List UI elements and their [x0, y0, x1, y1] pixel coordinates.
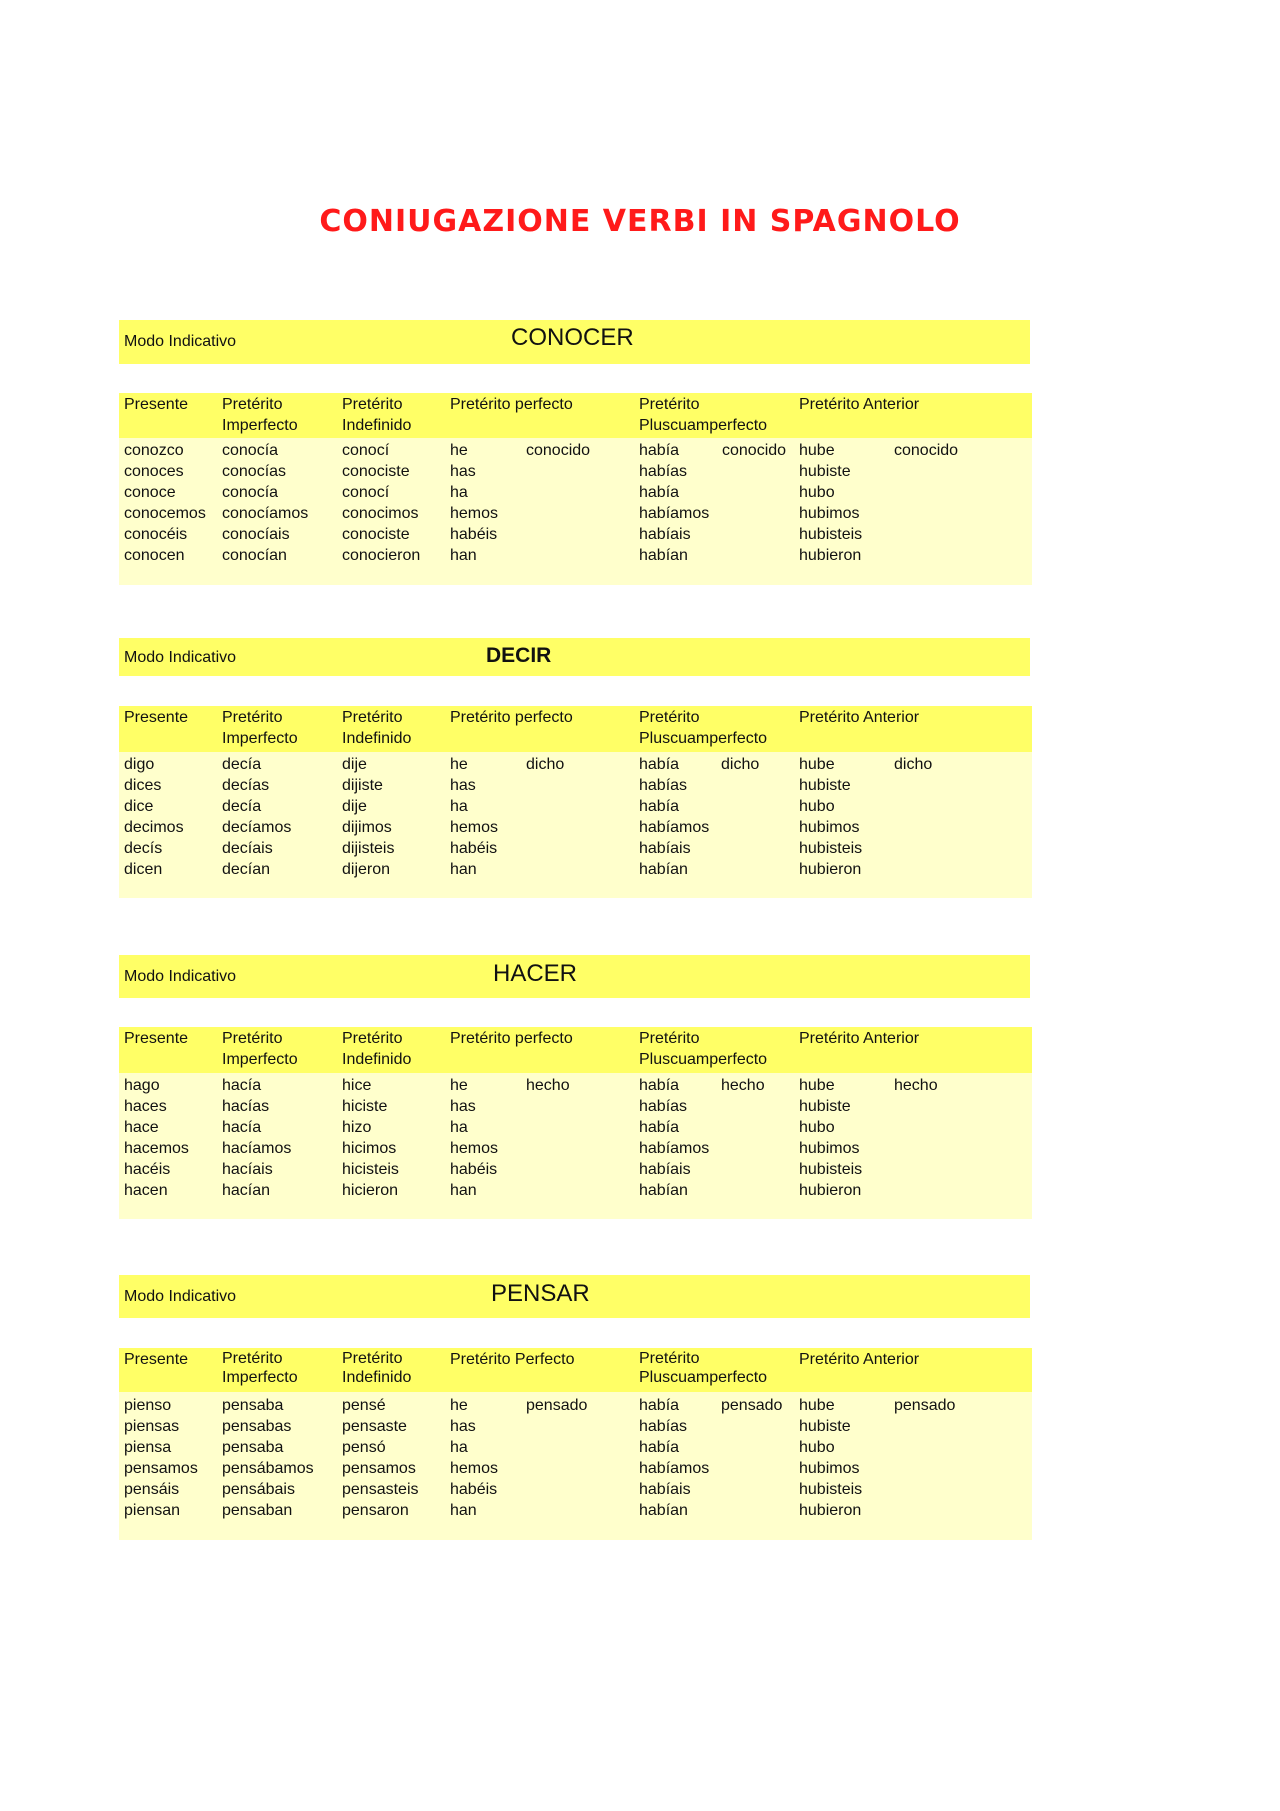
- header-perfecto: Pretérito perfecto: [450, 1030, 573, 1047]
- cell: había: [639, 1439, 680, 1456]
- cell: había: [639, 1077, 680, 1094]
- cell: conocieron: [342, 547, 421, 564]
- table-header: [119, 1027, 1032, 1073]
- verb-block-hacer: [119, 955, 1032, 1199]
- header-presente: Presente: [124, 396, 189, 413]
- cell: ha: [450, 1439, 468, 1456]
- header-line: Pluscuamperfecto: [639, 1051, 768, 1068]
- header-pluscuamperfecto: [639, 394, 767, 436]
- cell: habíamos: [639, 819, 710, 836]
- cell: dijimos: [342, 819, 392, 836]
- cell: habías: [639, 777, 688, 794]
- cell: hubiste: [799, 777, 851, 794]
- header-line: Pluscuamperfecto: [639, 1369, 768, 1386]
- cell: hubiste: [799, 1418, 851, 1435]
- cell: hiciste: [342, 1098, 388, 1115]
- cell: habíamos: [639, 1140, 710, 1157]
- mode-label: Modo Indicativo: [124, 649, 237, 666]
- cell: hizo: [342, 1119, 372, 1136]
- header-line: Imperfecto: [222, 730, 298, 747]
- header-indefinido: [342, 1349, 411, 1387]
- header-pluscuamperfecto: [639, 1349, 767, 1387]
- cell: hube: [799, 756, 835, 773]
- cell: conociste: [342, 463, 410, 480]
- cell: digo: [124, 756, 155, 773]
- table-header: [119, 706, 1032, 752]
- cell: hicisteis: [342, 1161, 399, 1178]
- cell: pensamos: [124, 1460, 198, 1477]
- cell: pensasteis: [342, 1481, 419, 1498]
- cell: hubimos: [799, 819, 860, 836]
- header-indefinido: [342, 1028, 411, 1070]
- cell: decíamos: [222, 819, 292, 836]
- cell: decía: [222, 756, 262, 773]
- cell: conocía: [222, 442, 279, 459]
- cell: hacen: [124, 1182, 168, 1199]
- cell: conocéis: [124, 526, 188, 543]
- cell: conozco: [124, 442, 184, 459]
- column-imperfecto: [222, 754, 291, 880]
- cell: hemos: [450, 505, 499, 522]
- header-line: Pretérito: [342, 396, 403, 413]
- cell: decimos: [124, 819, 184, 836]
- cell: hubisteis: [799, 1161, 863, 1178]
- cell: había: [639, 1397, 680, 1414]
- header-line: Pretérito: [639, 396, 700, 413]
- cell: piensas: [124, 1418, 180, 1435]
- cell: habéis: [450, 1161, 498, 1178]
- cell: conocen: [124, 547, 185, 564]
- participle: pensado: [526, 1397, 588, 1414]
- header-imperfecto: [222, 707, 298, 749]
- cell: había: [639, 1119, 680, 1136]
- cell: dijisteis: [342, 840, 395, 857]
- verb-header-band: [119, 320, 1030, 364]
- conjugation-table: [119, 1027, 1032, 1219]
- participle: conocido: [722, 442, 787, 459]
- column-perfecto: [450, 1075, 498, 1201]
- header-presente: Presente: [124, 709, 189, 726]
- cell: decís: [124, 840, 163, 857]
- column-pluscuamperfecto: [639, 754, 709, 880]
- cell: hago: [124, 1077, 160, 1094]
- column-presente: [124, 440, 206, 566]
- cell: pensaba: [222, 1397, 284, 1414]
- column-imperfecto: [222, 440, 308, 566]
- header-imperfecto: [222, 394, 298, 436]
- column-imperfecto: [222, 1395, 314, 1521]
- header-imperfecto: [222, 1028, 298, 1070]
- cell: hubisteis: [799, 1481, 863, 1498]
- verb-name: CONOCER: [511, 324, 634, 351]
- table-header: [119, 1348, 1032, 1392]
- cell: piensan: [124, 1502, 181, 1519]
- column-indefinido: [342, 1395, 419, 1521]
- cell: hubieron: [799, 1182, 862, 1199]
- cell: pensábais: [222, 1481, 295, 1498]
- cell: hace: [124, 1119, 159, 1136]
- header-imperfecto: [222, 1349, 298, 1387]
- cell: hacía: [222, 1077, 262, 1094]
- cell: conocí: [342, 442, 390, 459]
- header-line: Pretérito: [342, 1350, 403, 1367]
- verb-block-conocer: [119, 320, 1032, 564]
- conjugation-table: [119, 706, 1032, 898]
- header-line: Indefinido: [342, 730, 412, 747]
- cell: pensáis: [124, 1481, 180, 1498]
- cell: conocemos: [124, 505, 206, 522]
- cell: han: [450, 1182, 477, 1199]
- cell: hube: [799, 442, 835, 459]
- cell: han: [450, 1502, 477, 1519]
- cell: hube: [799, 1077, 835, 1094]
- cell: hacéis: [124, 1161, 171, 1178]
- cell: habíamos: [639, 1460, 710, 1477]
- cell: has: [450, 1098, 476, 1115]
- cell: ha: [450, 1119, 468, 1136]
- cell: hubimos: [799, 1460, 860, 1477]
- cell: hubisteis: [799, 840, 863, 857]
- table-header: [119, 393, 1032, 438]
- cell: habías: [639, 463, 688, 480]
- participle: conocido: [526, 442, 591, 459]
- cell: habían: [639, 1502, 688, 1519]
- cell: dijiste: [342, 777, 383, 794]
- cell: hubieron: [799, 1502, 862, 1519]
- cell: habían: [639, 861, 688, 878]
- header-pluscuamperfecto: [639, 1028, 767, 1070]
- column-presente: [124, 1395, 198, 1521]
- cell: pensaban: [222, 1502, 293, 1519]
- header-line: Pluscuamperfecto: [639, 417, 768, 434]
- header-anterior: Pretérito Anterior: [799, 1351, 920, 1368]
- cell: hicieron: [342, 1182, 399, 1199]
- header-indefinido: [342, 707, 411, 749]
- cell: había: [639, 442, 680, 459]
- cell: pensábamos: [222, 1460, 314, 1477]
- cell: conocí: [342, 484, 390, 501]
- table-body: [119, 752, 1032, 898]
- header-line: Imperfecto: [222, 1369, 298, 1386]
- cell: hacía: [222, 1119, 262, 1136]
- cell: habías: [639, 1098, 688, 1115]
- header-line: Pretérito: [342, 1030, 403, 1047]
- cell: pienso: [124, 1397, 172, 1414]
- verb-name: HACER: [493, 960, 578, 987]
- cell: hubiste: [799, 463, 851, 480]
- cell: habíais: [639, 1481, 691, 1498]
- cell: había: [639, 484, 680, 501]
- participle: hecho: [894, 1077, 938, 1094]
- header-anterior: Pretérito Anterior: [799, 1030, 920, 1047]
- cell: hube: [799, 1397, 835, 1414]
- cell: hubiste: [799, 1098, 851, 1115]
- cell: pensaba: [222, 1439, 284, 1456]
- cell: habíais: [639, 1161, 691, 1178]
- header-line: Pretérito: [639, 1030, 700, 1047]
- cell: había: [639, 798, 680, 815]
- cell: hemos: [450, 819, 499, 836]
- cell: hacías: [222, 1098, 270, 1115]
- verb-name: PENSAR: [491, 1280, 590, 1307]
- cell: hubo: [799, 484, 835, 501]
- cell: conocían: [222, 547, 287, 564]
- cell: habíais: [639, 840, 691, 857]
- verb-name: DECIR: [486, 644, 552, 667]
- header-line: Pluscuamperfecto: [639, 730, 768, 747]
- cell: conocíamos: [222, 505, 309, 522]
- cell: dijeron: [342, 861, 391, 878]
- column-anterior: [799, 1395, 862, 1521]
- participle: hecho: [721, 1077, 765, 1094]
- cell: conoces: [124, 463, 184, 480]
- cell: hubimos: [799, 505, 860, 522]
- header-perfecto: Pretérito perfecto: [450, 396, 573, 413]
- table-body: [119, 1073, 1032, 1219]
- verb-block-pensar: [119, 1275, 1032, 1519]
- column-perfecto: [450, 754, 498, 880]
- column-pluscuamperfecto: [639, 1395, 709, 1521]
- participle: dicho: [721, 756, 760, 773]
- header-line: Indefinido: [342, 1051, 412, 1068]
- header-line: Pretérito: [342, 709, 403, 726]
- cell: decían: [222, 861, 271, 878]
- header-perfecto: Pretérito Perfecto: [450, 1351, 575, 1368]
- cell: pensamos: [342, 1460, 416, 1477]
- header-line: Pretérito: [222, 709, 283, 726]
- cell: hacíais: [222, 1161, 273, 1178]
- mode-label: Modo Indicativo: [124, 333, 237, 350]
- cell: habéis: [450, 526, 498, 543]
- cell: hemos: [450, 1140, 499, 1157]
- mode-label: Modo Indicativo: [124, 968, 237, 985]
- cell: hacían: [222, 1182, 271, 1199]
- header-indefinido: [342, 394, 411, 436]
- cell: dices: [124, 777, 162, 794]
- cell: dije: [342, 798, 367, 815]
- cell: pensaste: [342, 1418, 407, 1435]
- column-pluscuamperfecto: [639, 440, 709, 566]
- header-line: Indefinido: [342, 1369, 412, 1386]
- verb-header-band: [119, 638, 1030, 676]
- header-line: Pretérito: [639, 709, 700, 726]
- column-anterior: [799, 754, 862, 880]
- header-presente: Presente: [124, 1030, 189, 1047]
- conjugation-table: [119, 1348, 1032, 1540]
- cell: hicimos: [342, 1140, 397, 1157]
- cell: pensé: [342, 1397, 386, 1414]
- cell: han: [450, 547, 477, 564]
- column-indefinido: [342, 1075, 399, 1201]
- cell: hice: [342, 1077, 372, 1094]
- cell: hubimos: [799, 1140, 860, 1157]
- column-perfecto: [450, 440, 498, 566]
- column-indefinido: [342, 754, 394, 880]
- cell: conocías: [222, 463, 287, 480]
- table-body: [119, 438, 1032, 585]
- cell: pensaron: [342, 1502, 409, 1519]
- participle: pensado: [894, 1397, 956, 1414]
- column-presente: [124, 754, 184, 880]
- cell: conocía: [222, 484, 279, 501]
- cell: ha: [450, 484, 468, 501]
- cell: decías: [222, 777, 270, 794]
- cell: habíamos: [639, 505, 710, 522]
- cell: habíais: [639, 526, 691, 543]
- page-title: CONIUGAZIONE VERBI IN SPAGNOLO: [319, 204, 961, 239]
- participle: dicho: [894, 756, 933, 773]
- cell: pensabas: [222, 1418, 292, 1435]
- cell: conocíais: [222, 526, 290, 543]
- cell: conociste: [342, 526, 410, 543]
- verb-block-decir: [119, 638, 1032, 878]
- conjugation-table: [119, 393, 1032, 585]
- column-imperfecto: [222, 1075, 291, 1201]
- cell: haces: [124, 1098, 167, 1115]
- cell: ha: [450, 798, 468, 815]
- cell: conoce: [124, 484, 176, 501]
- cell: decía: [222, 798, 262, 815]
- column-indefinido: [342, 440, 420, 566]
- participle: conocido: [894, 442, 959, 459]
- header-line: Imperfecto: [222, 1051, 298, 1068]
- cell: había: [639, 756, 680, 773]
- cell: habéis: [450, 1481, 498, 1498]
- participle: hecho: [526, 1077, 570, 1094]
- cell: habéis: [450, 840, 498, 857]
- column-presente: [124, 1075, 189, 1201]
- cell: dice: [124, 798, 154, 815]
- cell: hubo: [799, 1439, 835, 1456]
- cell: hubo: [799, 798, 835, 815]
- header-line: Pretérito: [639, 1350, 700, 1367]
- cell: dije: [342, 756, 367, 773]
- column-anterior: [799, 1075, 862, 1201]
- cell: he: [450, 756, 468, 773]
- cell: hacemos: [124, 1140, 189, 1157]
- header-anterior: Pretérito Anterior: [799, 396, 920, 413]
- cell: hemos: [450, 1460, 499, 1477]
- column-anterior: [799, 440, 862, 566]
- header-line: Pretérito: [222, 1350, 283, 1367]
- mode-label: Modo Indicativo: [124, 1288, 237, 1305]
- verb-header-band: [119, 955, 1030, 998]
- cell: habían: [639, 547, 688, 564]
- cell: hubieron: [799, 547, 862, 564]
- participle: pensado: [721, 1397, 783, 1414]
- header-line: Pretérito: [222, 396, 283, 413]
- cell: dicen: [124, 861, 163, 878]
- header-perfecto: Pretérito perfecto: [450, 709, 573, 726]
- cell: hacíamos: [222, 1140, 292, 1157]
- header-line: Imperfecto: [222, 417, 298, 434]
- verb-header-band: [119, 1275, 1030, 1318]
- header-line: Indefinido: [342, 417, 412, 434]
- table-body: [119, 1392, 1032, 1540]
- cell: he: [450, 442, 468, 459]
- cell: habías: [639, 1418, 688, 1435]
- header-anterior: Pretérito Anterior: [799, 709, 920, 726]
- header-presente: Presente: [124, 1351, 189, 1368]
- cell: he: [450, 1077, 468, 1094]
- cell: has: [450, 1418, 476, 1435]
- cell: conocimos: [342, 505, 419, 522]
- cell: has: [450, 463, 476, 480]
- cell: hubisteis: [799, 526, 863, 543]
- cell: hubieron: [799, 861, 862, 878]
- cell: han: [450, 861, 477, 878]
- cell: decíais: [222, 840, 273, 857]
- cell: piensa: [124, 1439, 172, 1456]
- cell: habían: [639, 1182, 688, 1199]
- cell: has: [450, 777, 476, 794]
- cell: he: [450, 1397, 468, 1414]
- cell: hubo: [799, 1119, 835, 1136]
- column-pluscuamperfecto: [639, 1075, 709, 1201]
- cell: pensó: [342, 1439, 386, 1456]
- participle: dicho: [526, 756, 565, 773]
- header-line: Pretérito: [222, 1030, 283, 1047]
- header-pluscuamperfecto: [639, 707, 767, 749]
- column-perfecto: [450, 1395, 498, 1521]
